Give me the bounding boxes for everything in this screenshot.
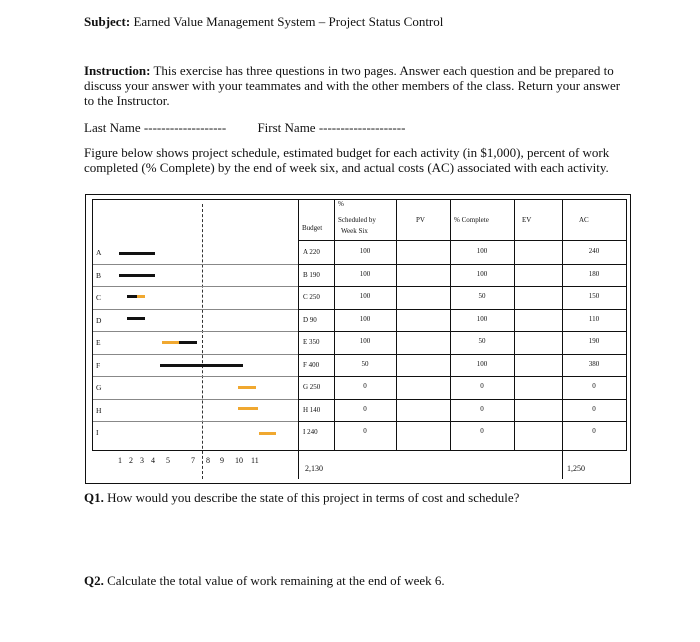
row-ac: 110 (588, 314, 600, 323)
table-border-right (630, 194, 631, 484)
last-name-field: Last Name ------------------- (84, 120, 227, 135)
row-scheduled: 100 (359, 269, 371, 278)
week-label: 9 (220, 456, 224, 465)
col-sep-budget (298, 199, 299, 479)
row-complete: 100 (476, 269, 488, 278)
row-letter: G (96, 383, 102, 392)
header-pct: % (338, 200, 344, 208)
week-label: 10 (235, 456, 243, 465)
row-ac: 150 (588, 292, 600, 300)
bar-b (119, 274, 155, 277)
row-letter: C (96, 293, 102, 302)
header-ev: EV (522, 216, 532, 224)
row-ac: 180 (588, 269, 600, 278)
table-border-left (85, 194, 86, 484)
row-scheduled: 0 (363, 404, 367, 413)
row-ac: 190 (588, 337, 600, 345)
question-2 (84, 573, 445, 588)
bar-h (238, 407, 258, 410)
table-row-sep (298, 331, 626, 332)
name-fields (84, 120, 405, 135)
week-label: 11 (251, 456, 259, 465)
row-budget: G 250 (303, 383, 321, 391)
q2-label: Q2. (84, 573, 104, 588)
bar-c-orange (137, 295, 145, 298)
row-ac: 0 (592, 382, 596, 390)
table-row-sep (298, 309, 626, 310)
gantt-left (92, 199, 93, 450)
row-ac: 0 (592, 427, 596, 435)
week-six-marker (202, 204, 203, 479)
row-letter: F (96, 360, 101, 370)
col-sep-scheduled (334, 199, 335, 451)
col-sep-end (626, 199, 627, 451)
bar-c-black (127, 295, 137, 298)
col-sep-pv (396, 199, 397, 451)
header-bottom (298, 240, 626, 241)
gantt-row-sep (93, 264, 298, 265)
bar-f-black-2 (200, 364, 243, 367)
row-complete: 100 (476, 359, 488, 368)
row-budget: B 190 (303, 270, 320, 279)
gantt-row-sep (93, 399, 298, 400)
header-ac: AC (579, 216, 589, 224)
table-border-top (85, 194, 631, 195)
week-label: 7 (191, 456, 195, 465)
col-sep-complete (450, 199, 451, 451)
table-row-sep (298, 264, 626, 265)
row-budget: H 140 (303, 405, 321, 414)
row-letter: B (96, 270, 102, 280)
row-letter: E (96, 338, 101, 347)
row-complete: 0 (480, 427, 484, 435)
table-row-sep (298, 376, 626, 377)
q1-label: Q1. (84, 490, 104, 505)
row-budget: C 250 (303, 293, 320, 301)
total-budget: 2,130 (305, 464, 323, 473)
header-complete: % Complete (454, 216, 489, 224)
row-budget: F 400 (303, 360, 320, 369)
table-row-sep (298, 399, 626, 400)
bar-f-black (160, 364, 200, 367)
total-ac: 1,250 (567, 464, 585, 473)
subject-text: Earned Value Management System – Project Status Control (130, 14, 444, 29)
q2-text: Calculate the total value of work remaining at the end of week 6. (103, 573, 445, 588)
bar-e-orange (162, 341, 179, 344)
body-bottom (298, 450, 626, 451)
header-scheduled: Scheduled by (338, 216, 376, 224)
subject-line (84, 14, 443, 29)
subject-label: Subject: (84, 14, 131, 29)
header-top (298, 199, 626, 200)
table-row-sep (298, 286, 626, 287)
week-label: 1 (118, 456, 122, 465)
row-complete: 50 (478, 292, 486, 300)
gantt-row-sep (93, 331, 298, 332)
row-ac: 380 (588, 359, 600, 368)
project-table (85, 194, 631, 484)
row-scheduled: 100 (359, 247, 371, 255)
row-scheduled: 100 (359, 314, 371, 323)
bar-i (259, 432, 276, 435)
row-scheduled: 0 (363, 427, 367, 435)
question-1 (84, 490, 519, 505)
table-row-sep (298, 421, 626, 422)
gantt-row-sep (93, 376, 298, 377)
instruction (84, 63, 624, 108)
gantt-bottom (92, 450, 298, 451)
row-complete: 100 (476, 247, 488, 255)
week-label: 2 (129, 456, 133, 465)
row-scheduled: 50 (361, 359, 369, 368)
bar-a (119, 252, 155, 255)
week-label: 4 (151, 456, 155, 465)
gantt-row-sep (93, 309, 298, 310)
week-label: 3 (140, 456, 144, 465)
row-ac: 0 (592, 404, 596, 413)
gantt-top (92, 199, 298, 200)
header-budget: Budget (302, 224, 323, 232)
week-label: 5 (166, 456, 170, 465)
header-pv: PV (416, 216, 425, 224)
row-complete: 0 (480, 404, 484, 413)
bar-g (238, 386, 256, 389)
gantt-row-sep (93, 286, 298, 287)
gantt-row-sep (93, 421, 298, 422)
row-ac: 240 (588, 247, 600, 255)
col-sep-ev (514, 199, 515, 451)
row-scheduled: 100 (359, 292, 371, 300)
row-complete: 0 (480, 382, 484, 390)
figure-caption: Figure below shows project schedule, estimated budget for each activity (in $1,000), percent of work completed (% Complete) by the end of week six, and actual costs (AC) associated with each activity. (84, 145, 610, 175)
bar-e-black (179, 341, 197, 344)
row-complete: 50 (478, 337, 486, 345)
week-label: 8 (206, 456, 210, 465)
row-budget: I 240 (303, 428, 318, 436)
table-row-sep (298, 354, 626, 355)
row-scheduled: 0 (363, 382, 367, 390)
row-budget: E 350 (303, 338, 320, 346)
q1-text: How would you describe the state of this project in terms of cost and schedule? (103, 490, 520, 505)
first-name-field: First Name -------------------- (257, 120, 406, 135)
row-scheduled: 100 (359, 337, 371, 345)
col-sep-ac (562, 199, 563, 479)
row-letter: I (96, 428, 99, 437)
instruction-text: This exercise has three questions in two pages. Answer each question and be prepared to discuss your answer with your teammates and with the other members of the class. Return your answer to the Instructor. (84, 63, 621, 108)
header-week-six: Week Six (341, 227, 368, 235)
gantt-row-sep (93, 354, 298, 355)
row-complete: 100 (476, 314, 488, 323)
row-letter: H (96, 405, 102, 415)
instruction-label: Instruction: (84, 63, 151, 78)
bar-d (127, 317, 145, 320)
row-budget: A 220 (303, 248, 320, 256)
row-budget: D 90 (303, 315, 317, 324)
row-letter: A (96, 248, 102, 257)
table-border-bottom (85, 483, 631, 484)
row-letter: D (96, 315, 102, 325)
